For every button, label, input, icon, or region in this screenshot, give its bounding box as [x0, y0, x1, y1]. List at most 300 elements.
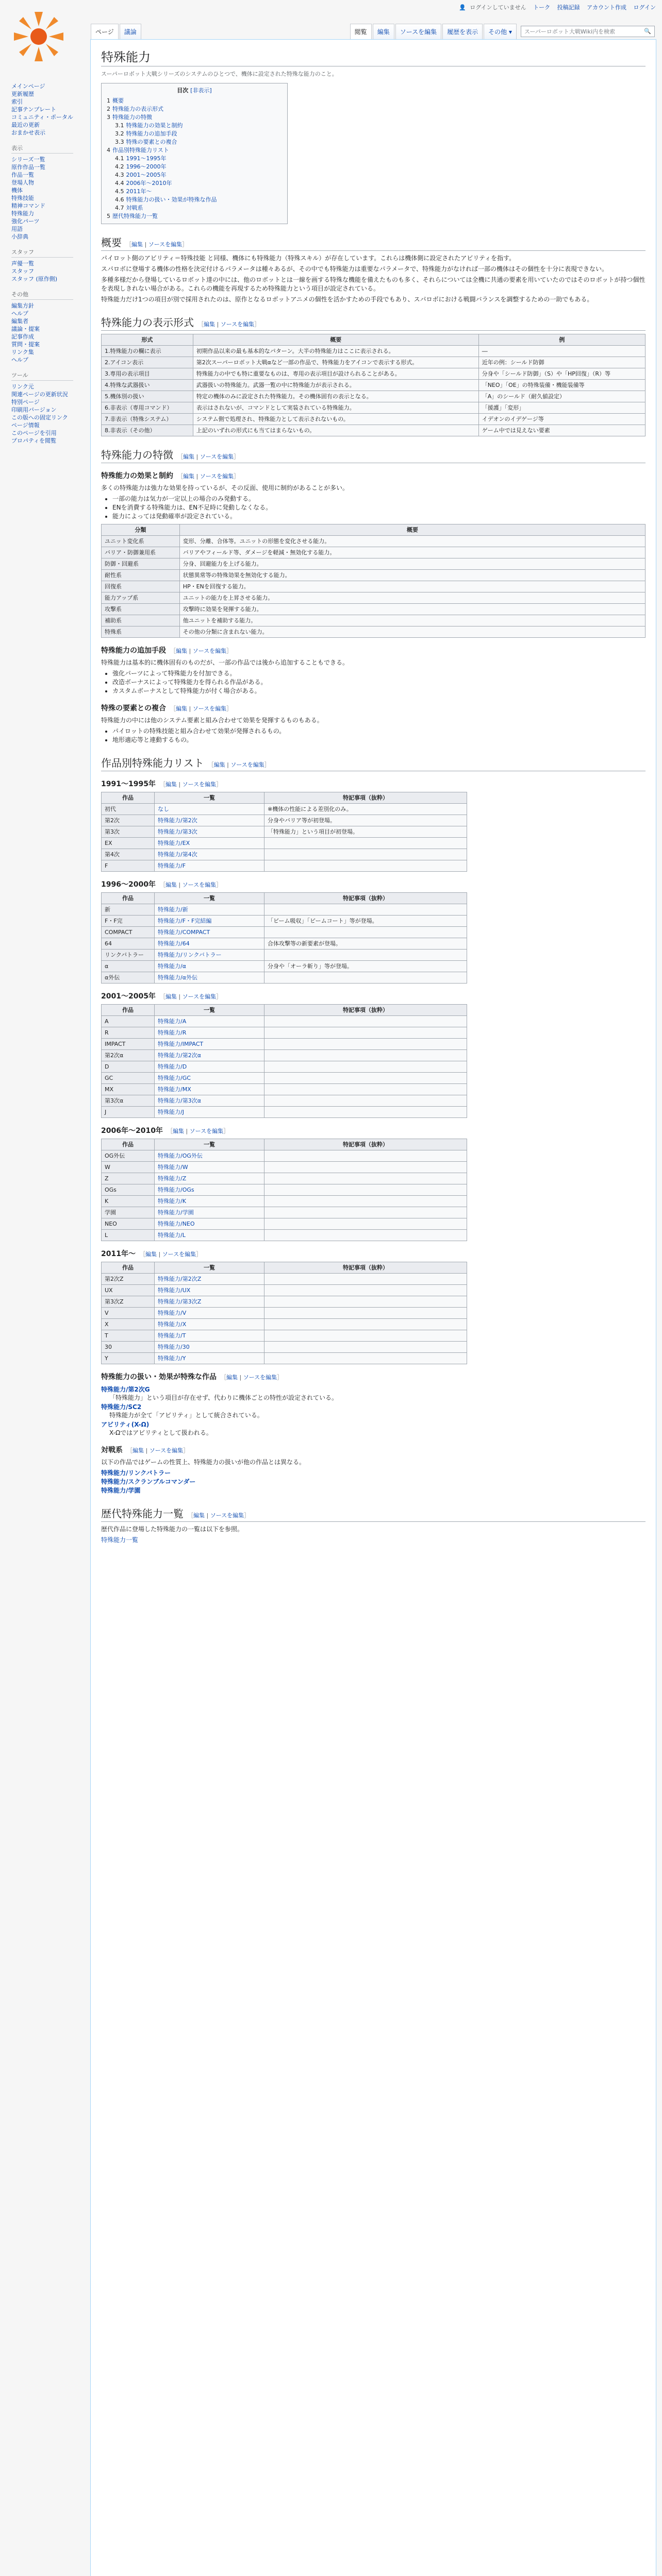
table-cell[interactable]: 特殊能力/第2次α: [155, 1050, 264, 1061]
table-row: [102, 826, 467, 838]
table-row: [102, 815, 467, 826]
special-desc: X-Ωではアビリティとして扱われる。: [109, 1429, 212, 1436]
sidebar-portal-title: 表示: [11, 144, 73, 154]
sidebar-item[interactable]: 登場人物: [11, 179, 34, 186]
toc-item[interactable]: [107, 97, 282, 105]
edit-source-link[interactable]: ソースを編集: [210, 1512, 244, 1519]
section-edit-links: [140, 1251, 202, 1258]
sidebar-item[interactable]: 声優一覧: [11, 260, 34, 267]
table-cell: 特定の機体のみに設定された特殊能力。その機体固有の表示となる。: [193, 391, 478, 402]
search-input[interactable]: [521, 26, 655, 37]
sidebar-item[interactable]: 精神コマンド: [11, 202, 45, 209]
toc-link[interactable]: 特殊能力の特徴: [112, 114, 152, 121]
table-cell[interactable]: 特殊能力/第3次α: [155, 1095, 264, 1107]
table-cell[interactable]: 特殊能力/α: [155, 961, 264, 972]
sidebar-portal-title: その他: [11, 290, 73, 300]
table-row: [102, 916, 467, 927]
table-cell: [264, 1073, 467, 1084]
paragraph: 特殊能力だけ1つの項目が別で採用されたのは、原作となるロボットアニメの個性を活かすための手段でもあり、スパロボにおける戦闘バランスを調整するための一助でもある。: [101, 296, 593, 303]
sidebar-item[interactable]: 特別ページ: [11, 399, 40, 405]
table-cell: [264, 1296, 467, 1308]
edit-link[interactable]: 編集: [226, 1374, 238, 1381]
add-heading-text: 特殊能力の追加手段: [101, 647, 166, 655]
section-edit-links: [160, 781, 222, 788]
sidebar-item[interactable]: スタッフ (原作側): [11, 276, 58, 282]
y2011-heading: [101, 1248, 646, 1259]
table-row: [102, 950, 467, 961]
special-entry: [101, 1385, 646, 1402]
toc-number: 3.2: [115, 130, 124, 137]
table-row: [102, 1207, 467, 1218]
section-edit-links: [170, 705, 232, 712]
table-header: 作品: [102, 1262, 155, 1274]
table-cell: [264, 1330, 467, 1342]
table-cell[interactable]: 特殊能力/第2次Z: [155, 1274, 264, 1285]
table-cell[interactable]: 特殊能力/IMPACT: [155, 1039, 264, 1050]
add-heading: [101, 645, 646, 655]
edit-link[interactable]: 編集: [165, 781, 177, 788]
bracket-open: ［: [167, 1128, 173, 1134]
edit-link[interactable]: 編集: [133, 1447, 144, 1454]
table-cell[interactable]: 特殊能力/新: [155, 904, 264, 916]
table-header: 特記事項（抜粋）: [264, 1139, 467, 1150]
table-cell: 8.非表示（その他）: [102, 425, 193, 436]
toc-item[interactable]: [107, 113, 282, 122]
table-cell: 分身、回避能力を上げる能力。: [179, 558, 645, 570]
sidebar-item[interactable]: 強化パーツ: [11, 218, 40, 225]
toc-number: 4.2: [115, 163, 124, 170]
toc-link[interactable]: 2001〜2005年: [126, 172, 167, 178]
section-history: [101, 1505, 646, 1545]
table-cell[interactable]: 特殊能力/α外伝: [155, 972, 264, 984]
table-cell[interactable]: 特殊能力/OGs: [155, 1184, 264, 1196]
table-cell[interactable]: 特殊能力/K: [155, 1196, 264, 1207]
bullet-list: [101, 495, 646, 521]
table-cell: 7.非表示（特殊システム）: [102, 414, 193, 425]
by-work-heading: [101, 755, 646, 771]
table-cell: MX: [102, 1084, 155, 1095]
table-row: [102, 592, 646, 604]
toc-link[interactable]: 2011年〜: [126, 188, 152, 195]
bracket-open: ［: [221, 1374, 226, 1381]
table-cell[interactable]: 特殊能力/NEO: [155, 1218, 264, 1230]
table-row: [102, 1027, 467, 1039]
toc-number: 3.1: [115, 122, 124, 129]
edit-source-link[interactable]: ソースを編集: [182, 993, 217, 1000]
table-cell: [264, 1285, 467, 1296]
table-row: [102, 1073, 467, 1084]
edit-source-link[interactable]: ソースを編集: [220, 321, 255, 328]
table-cell: 耐性系: [102, 570, 180, 581]
toc-link[interactable]: 概要: [112, 97, 124, 104]
paragraph: 多くの特殊能力は強力な効果を持っているが、その反面、使用に制約があることが多い。: [101, 484, 349, 492]
toc-link[interactable]: 1996〜2000年: [126, 163, 167, 170]
table-row: [102, 570, 646, 581]
table-cell[interactable]: 特殊能力/64: [155, 938, 264, 950]
table-cell[interactable]: 特殊能力/V: [155, 1308, 264, 1319]
sidebar-item[interactable]: 特殊技能: [11, 195, 34, 201]
search-icon[interactable]: 🔍: [644, 28, 651, 35]
sidebar-portal: [11, 144, 88, 241]
table-cell: [264, 1196, 467, 1207]
table-row: [102, 547, 646, 558]
table-cell: 特殊能力の中でも特に重要なものは、専用の表示項目が設けられることがある。: [193, 368, 478, 380]
edit-link[interactable]: 編集: [172, 1128, 184, 1134]
table-cell: K: [102, 1196, 155, 1207]
toc-number: 3.3: [115, 139, 124, 145]
sidebar-item[interactable]: コミュニティ・ポータル: [11, 114, 73, 121]
table-header-row: [102, 893, 467, 904]
toc-link[interactable]: 特殊能力の追加手段: [126, 130, 177, 137]
y1991-heading-text: 1991〜1995年: [101, 780, 156, 788]
table-cell: A: [102, 1016, 155, 1027]
bullet-list: [101, 669, 646, 696]
table-row: [102, 1196, 467, 1207]
contrib-link[interactable]: 投稿記録: [557, 4, 580, 11]
edit-source-link[interactable]: ソースを編集: [192, 705, 227, 712]
table-cell: NEO: [102, 1218, 155, 1230]
table-row: [102, 357, 646, 368]
table-row: [102, 904, 467, 916]
sidebar-item[interactable]: 更新履歴: [11, 91, 34, 97]
edit-source-link[interactable]: ソースを編集: [243, 1374, 277, 1381]
history-link[interactable]: 特殊能力一覧: [101, 1536, 139, 1544]
toc-item[interactable]: [115, 155, 282, 163]
edit-source-link[interactable]: ソースを編集: [149, 1447, 184, 1454]
site-logo[interactable]: [10, 8, 67, 65]
section-edit-links: [170, 648, 232, 654]
sidebar-portal-title: スタッフ: [11, 248, 73, 258]
sidebar-item[interactable]: ヘルプ: [11, 310, 28, 317]
toc-number: 4.4: [115, 180, 124, 187]
personal-tools: [459, 3, 656, 11]
y2001-heading-text: 2001〜2005年: [101, 992, 156, 1001]
table-cell[interactable]: 特殊能力/第3次Z: [155, 1296, 264, 1308]
table-row: [102, 581, 646, 592]
table-cell[interactable]: 特殊能力/W: [155, 1162, 264, 1173]
edit-source-link[interactable]: ソースを編集: [182, 882, 217, 888]
by-work-heading-text: 作品別特殊能力リスト: [101, 758, 204, 769]
table-cell: COMPACT: [102, 927, 155, 938]
sidebar-item[interactable]: 記事テンプレート: [11, 106, 57, 113]
table-cell: 初期作品以来の最も基本的なパターン。大半の特殊能力はここに表示される。: [193, 346, 478, 357]
sidebar-item[interactable]: 記事作成: [11, 333, 34, 340]
toc-number: 1: [107, 97, 110, 104]
table-header: 特記事項（抜粋）: [264, 1005, 467, 1016]
sidebar-item[interactable]: リンク集: [11, 349, 34, 355]
table-cell[interactable]: 特殊能力/第2次: [155, 815, 264, 826]
table-cell: 攻撃系: [102, 604, 180, 615]
separator: |: [156, 1251, 162, 1258]
special-desc: 「特殊能力」という項目が存在せず、代わりに機体ごとの特性が設定されている。: [109, 1394, 338, 1401]
table-header: 作品: [102, 893, 155, 904]
sidebar-item[interactable]: このページを引用: [11, 430, 57, 436]
sidebar-item[interactable]: 編集者: [11, 318, 28, 325]
toc-item[interactable]: [107, 146, 282, 155]
toc-item[interactable]: [115, 171, 282, 179]
section-edit-links: [177, 473, 239, 480]
table-cell[interactable]: 特殊能力/リンクバトラー: [155, 950, 264, 961]
toc-item[interactable]: [115, 179, 282, 188]
table-cell: α外伝: [102, 972, 155, 984]
table-cell: OGs: [102, 1184, 155, 1196]
effects-heading: [101, 470, 646, 481]
table-cell: 防御・回避系: [102, 558, 180, 570]
special-entry: [101, 1420, 646, 1437]
sidebar-item[interactable]: この版への固定リンク: [11, 414, 68, 421]
table-cell[interactable]: 特殊能力/EX: [155, 838, 264, 849]
edit-source-link[interactable]: ソースを編集: [148, 241, 183, 248]
sidebar-portal-title: ツール: [11, 371, 73, 381]
separator: |: [225, 761, 231, 768]
table-cell: [264, 1230, 467, 1241]
table-cell[interactable]: 特殊能力/F・F完結編: [155, 916, 264, 927]
table-cell: 他ユニットを補助する能力。: [179, 615, 645, 626]
toc-item[interactable]: [107, 212, 282, 221]
login-link[interactable]: ログイン: [633, 4, 656, 11]
sidebar-item[interactable]: 特殊能力: [11, 210, 34, 217]
toc-link[interactable]: 特殊能力の扱い・効果が特殊な作品: [126, 196, 217, 203]
table-cell[interactable]: 特殊能力/第3次: [155, 826, 264, 838]
section-display: [101, 314, 646, 436]
special-desc: 特殊能力が全て「アビリティ」として統合されている。: [109, 1412, 263, 1419]
vs-heading: [101, 1445, 646, 1455]
table-cell: [264, 1061, 467, 1073]
edit-link[interactable]: 編集: [193, 1512, 205, 1519]
special-link[interactable]: アビリティ(X-Ω): [101, 1421, 150, 1428]
table-row: [102, 402, 646, 414]
data-table: [101, 892, 467, 984]
toc-title: 目次: [177, 87, 189, 94]
table-of-contents: [101, 83, 288, 224]
table-cell[interactable]: 特殊能力/J: [155, 1107, 264, 1118]
vs-link[interactable]: 特殊能力/リンクバトラー: [101, 1469, 171, 1477]
sidebar-item[interactable]: シリーズ一覧: [11, 156, 45, 163]
tab-edit-source[interactable]: ソースを編集: [395, 24, 441, 39]
sidebar-item[interactable]: 議論・提案: [11, 326, 40, 332]
table-cell[interactable]: 特殊能力/学園: [155, 1207, 264, 1218]
section-edit-links: [160, 882, 222, 888]
table-cell[interactable]: 特殊能力/R: [155, 1027, 264, 1039]
toc-link[interactable]: 特殊能力の表示形式: [112, 106, 163, 112]
table-row: [102, 414, 646, 425]
edit-source-link[interactable]: ソースを編集: [192, 648, 227, 654]
sidebar-item[interactable]: 最近の更新: [11, 122, 40, 128]
overview-heading-text: 概要: [101, 238, 122, 249]
table-cell[interactable]: 特殊能力/GC: [155, 1073, 264, 1084]
user-icon: 👤: [459, 4, 466, 11]
sidebar-item[interactable]: プロパティを閲覧: [11, 437, 57, 444]
table-cell: OG外伝: [102, 1150, 155, 1162]
table-row: [102, 1173, 467, 1184]
edit-link[interactable]: 編集: [183, 473, 194, 480]
table-row: [102, 604, 646, 615]
sidebar-item[interactable]: 原作作品一覧: [11, 164, 45, 171]
table-header: 作品: [102, 792, 155, 804]
history-heading-text: 歴代特殊能力一覧: [101, 1509, 184, 1520]
sidebar-item[interactable]: おまかせ表示: [11, 129, 45, 136]
edit-link[interactable]: 編集: [183, 453, 194, 460]
effects-heading-text: 特殊能力の効果と制約: [101, 472, 173, 480]
sidebar-item[interactable]: メインページ: [11, 83, 45, 90]
table-cell: 「特殊能力」という項目が初登場。: [264, 826, 467, 838]
table-row: [102, 961, 467, 972]
table-cell: F: [102, 860, 155, 872]
toc-item[interactable]: [115, 130, 282, 138]
table-cell: ゲーム中では見えない要素: [478, 425, 645, 436]
edit-source-link[interactable]: ソースを編集: [200, 473, 234, 480]
toc-link[interactable]: 対戦系: [126, 205, 143, 211]
toc-item[interactable]: [115, 163, 282, 171]
edit-link[interactable]: 編集: [165, 882, 177, 888]
table-cell: バリア・防御兼用系: [102, 547, 180, 558]
y2006-heading: [101, 1125, 646, 1136]
table-cell[interactable]: 特殊能力/D: [155, 1061, 264, 1073]
table-cell: [264, 1016, 467, 1027]
table-cell[interactable]: 特殊能力/COMPACT: [155, 927, 264, 938]
section-edit-links: [208, 761, 270, 768]
toc-item[interactable]: [115, 196, 282, 204]
sidebar-item[interactable]: 印刷用バージョン: [11, 406, 57, 413]
tab-history[interactable]: 履歴を表示: [442, 24, 483, 39]
table-cell: 第2次α: [102, 1050, 155, 1061]
special-link[interactable]: 特殊能力/SC2: [101, 1403, 142, 1411]
edit-source-link[interactable]: ソースを編集: [189, 1128, 224, 1134]
table-row: [102, 804, 467, 815]
table-cell: [264, 1095, 467, 1107]
chevron-down-icon: ▾: [508, 28, 512, 36]
talk-link[interactable]: トーク: [533, 4, 551, 11]
table-cell[interactable]: 特殊能力/Y: [155, 1353, 264, 1364]
sidebar: [0, 82, 88, 452]
special-entry: [101, 1402, 646, 1420]
sidebar-item[interactable]: 小辞典: [11, 233, 28, 240]
table-row: [102, 346, 646, 357]
table-header: 分類: [102, 524, 180, 536]
table-row: [102, 1150, 467, 1162]
table-cell: 4.特殊な武器扱い: [102, 380, 193, 391]
edit-link[interactable]: 編集: [204, 321, 215, 328]
tab-talk[interactable]: 議論: [120, 24, 141, 39]
table-cell: [264, 860, 467, 872]
bracket-open: ［: [159, 993, 166, 1000]
edit-link[interactable]: 編集: [176, 705, 187, 712]
toc-item[interactable]: [107, 105, 282, 113]
table-cell[interactable]: 特殊能力/X: [155, 1319, 264, 1330]
edit-source-link[interactable]: ソースを編集: [230, 761, 264, 768]
toc-link[interactable]: 作品別特殊能力リスト: [112, 147, 169, 154]
table-cell: 3.専用の表示項目: [102, 368, 193, 380]
bracket-open: ［: [126, 241, 131, 248]
edit-link[interactable]: 編集: [176, 648, 187, 654]
y2006-heading-text: 2006年〜2010年: [101, 1127, 163, 1135]
section-features: [101, 447, 646, 744]
sidebar-item[interactable]: 索引: [11, 98, 23, 105]
sidebar-item[interactable]: スタッフ: [11, 268, 34, 275]
tab-edit[interactable]: 編集: [373, 24, 394, 39]
edit-link[interactable]: 編集: [165, 993, 177, 1000]
table-cell: 6.非表示（専用コマンド）: [102, 402, 193, 414]
sidebar-item[interactable]: 質問・提案: [11, 341, 40, 348]
table-cell[interactable]: 特殊能力/第4次: [155, 849, 264, 860]
tab-more[interactable]: [484, 24, 517, 39]
data-table: [101, 1139, 467, 1241]
sidebar-item[interactable]: 編集方針: [11, 302, 34, 309]
table-cell[interactable]: 特殊能力/UX: [155, 1285, 264, 1296]
table-cell: [264, 1150, 467, 1162]
toc-item[interactable]: [115, 188, 282, 196]
sidebar-portal: [11, 290, 88, 364]
sidebar-item[interactable]: 用語: [11, 226, 23, 232]
table-cell: 分身やバリア等が初登場。: [264, 815, 467, 826]
table-cell[interactable]: 特殊能力/L: [155, 1230, 264, 1241]
table-cell: バリアやフィールド等、ダメージを軽減・無効化する能力。: [179, 547, 645, 558]
toc-number: 4.7: [115, 205, 124, 211]
toc-item[interactable]: [115, 138, 282, 146]
table-header-row: [102, 1262, 467, 1274]
edit-source-link[interactable]: ソースを編集: [182, 781, 217, 788]
toc-link[interactable]: 特殊の要素との複合: [126, 139, 177, 145]
table-cell[interactable]: 特殊能力/T: [155, 1330, 264, 1342]
section-edit-links: [221, 1374, 283, 1381]
table-header: 特記事項（抜粋）: [264, 792, 467, 804]
table-row: [102, 1319, 467, 1330]
page-title: 特殊能力: [101, 47, 646, 66]
sidebar-item[interactable]: 関連ページの更新状況: [11, 391, 68, 398]
special-link[interactable]: 特殊能力/第2次G: [101, 1386, 150, 1393]
tab-read[interactable]: 閲覧: [350, 24, 372, 39]
table-cell: 2.アイコン表示: [102, 357, 193, 368]
sidebar-item[interactable]: 機体: [11, 187, 23, 194]
toc-item[interactable]: [115, 204, 282, 212]
toc-link[interactable]: 特殊能力の効果と制約: [126, 122, 183, 129]
create-account-link[interactable]: アカウント作成: [587, 4, 627, 11]
table-cell[interactable]: 特殊能力/30: [155, 1342, 264, 1353]
table-cell[interactable]: 特殊能力/OG外伝: [155, 1150, 264, 1162]
sidebar-item[interactable]: ヘルプ: [11, 357, 28, 363]
sidebar-item[interactable]: 作品一覧: [11, 172, 34, 178]
sidebar-item[interactable]: ページ情報: [11, 422, 40, 429]
toc-link[interactable]: 1991〜1995年: [126, 155, 167, 162]
paragraph: 歴代作品に登場した特殊能力の一覧は以下を参照。: [101, 1526, 244, 1533]
sidebar-item[interactable]: リンク元: [11, 383, 34, 390]
table-cell[interactable]: なし: [155, 804, 264, 815]
main-content: [90, 39, 656, 2576]
toc-number: 4.6: [115, 196, 124, 203]
edit-source-link[interactable]: ソースを編集: [200, 453, 234, 460]
edit-source-link[interactable]: ソースを編集: [162, 1251, 196, 1258]
vs-link[interactable]: 特殊能力/学園: [101, 1487, 141, 1494]
table-cell: 5.機体別の扱い: [102, 391, 193, 402]
toc-item[interactable]: [115, 122, 282, 130]
vs-link[interactable]: 特殊能力/スクランブルコマンダー: [101, 1478, 196, 1485]
tab-page[interactable]: ページ: [91, 24, 119, 39]
toc-link[interactable]: 歴代特殊能力一覧: [112, 213, 158, 219]
table-cell[interactable]: 特殊能力/A: [155, 1016, 264, 1027]
toc-link[interactable]: 2006年〜2010年: [126, 180, 172, 187]
edit-link[interactable]: 編集: [213, 761, 225, 768]
toc-hide-toggle[interactable]: [非表示]: [190, 87, 212, 94]
toc-number: 5: [107, 213, 110, 219]
table-row: [102, 368, 646, 380]
edit-link[interactable]: 編集: [131, 241, 143, 248]
table-cell[interactable]: 特殊能力/MX: [155, 1084, 264, 1095]
table-cell[interactable]: 特殊能力/Z: [155, 1173, 264, 1184]
table-row: [102, 1039, 467, 1050]
edit-link[interactable]: 編集: [145, 1251, 157, 1258]
table-cell[interactable]: 特殊能力/F: [155, 860, 264, 872]
section-edit-links: [167, 1128, 229, 1134]
